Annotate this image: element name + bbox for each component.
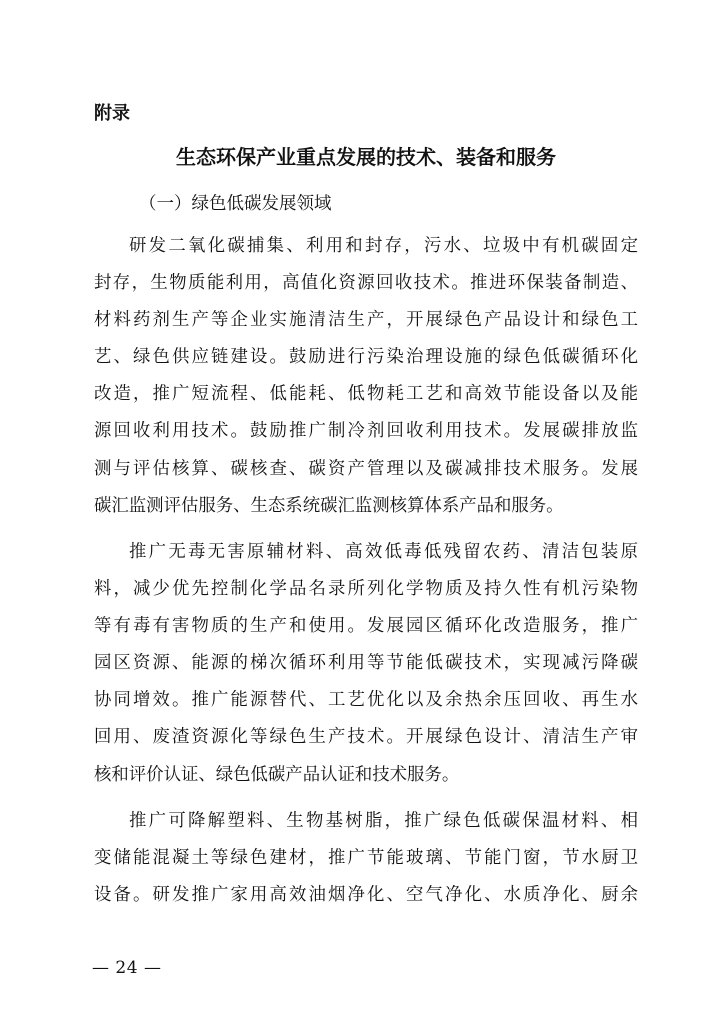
text-line: 封存，生物质能利用，高值化资源回收技术。推进环保装备制造、 bbox=[94, 273, 638, 294]
text-line: 碳汇监测评估服务、生态系统碳汇监测核算体系产品和服务。 bbox=[94, 495, 564, 516]
appendix-label: 附录 bbox=[94, 103, 130, 124]
text-line: 回用、废渣资源化等绿色生产技术。开展绿色设计、清洁生产审 bbox=[94, 727, 638, 748]
section-heading: （一）绿色低碳发展领域 bbox=[139, 194, 332, 214]
text-line: 核和评价认证、绿色低碳产品认证和技术服务。 bbox=[94, 764, 460, 785]
text-line: 料，减少优先控制化学品名录所列化学物质及持久性有机污染物 bbox=[94, 579, 638, 600]
paragraph-1 bbox=[94, 228, 638, 525]
paragraph-3 bbox=[94, 803, 638, 914]
text-line: 研发二氧化碳捕集、利用和封存，污水、垃圾中有机碳固定 bbox=[129, 236, 638, 256]
text-line: 等有毒有害物质的生产和使用。发展园区循环化改造服务，推广 bbox=[94, 616, 638, 637]
page-number: — 24 — bbox=[92, 958, 162, 978]
text-line: 源回收利用技术。鼓励推广制冷剂回收利用技术。发展碳排放监 bbox=[94, 421, 638, 442]
text-line: 协同增效。推广能源替代、工艺优化以及余热余压回收、再生水 bbox=[94, 690, 638, 711]
document-title: 生态环保产业重点发展的技术、装备和服务 bbox=[176, 145, 556, 169]
text-line: 园区资源、能源的梯次循环利用等节能低碳技术，实现减污降碳 bbox=[94, 653, 638, 674]
paragraph-2 bbox=[94, 534, 638, 794]
text-line: 改造，推广短流程、低能耗、低物耗工艺和高效节能设备以及能 bbox=[94, 384, 638, 405]
text-line: 推广无毒无害原辅材料、高效低毒低残留农药、清洁包装原 bbox=[129, 542, 638, 562]
text-line: 推广可降解塑料、生物基树脂，推广绿色低碳保温材料、相 bbox=[129, 811, 638, 831]
text-line: 测与评估核算、碳核查、碳资产管理以及碳减排技术服务。发展 bbox=[94, 458, 638, 479]
text-line: 艺、绿色供应链建设。鼓励进行污染治理设施的绿色低碳循环化 bbox=[94, 347, 638, 368]
text-line: 材料药剂生产等企业实施清洁生产，开展绿色产品设计和绿色工 bbox=[94, 310, 638, 331]
text-line: 变储能混凝土等绿色建材，推广节能玻璃、节能门窗，节水厨卫 bbox=[94, 848, 638, 869]
text-line: 设备。研发推广家用高效油烟净化、空气净化、水质净化、厨余 bbox=[94, 885, 638, 906]
